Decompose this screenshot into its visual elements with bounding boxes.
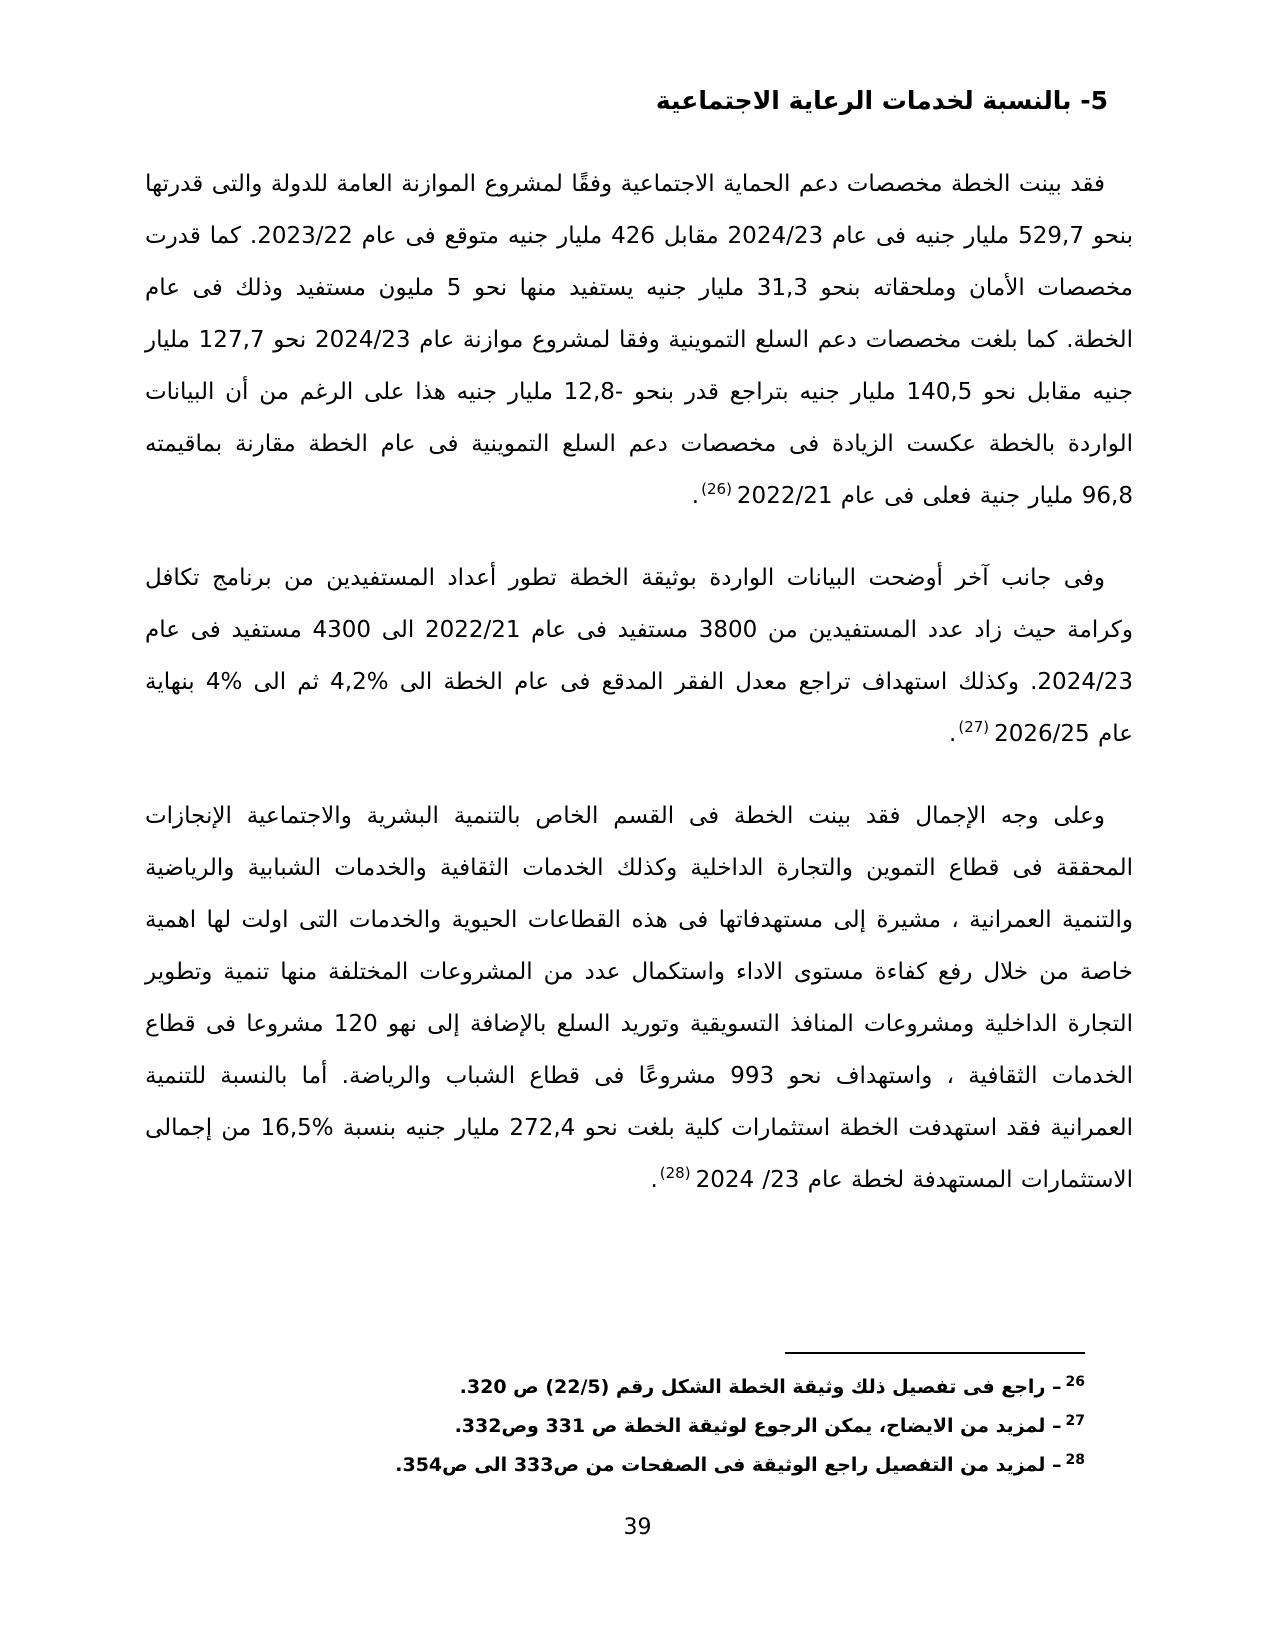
paragraph-tail: . bbox=[949, 721, 957, 747]
paragraph-tail: . bbox=[650, 1167, 658, 1193]
paragraph-text: وفى جانب آخر أوضحت البيانات الواردة بوثيقة الخطة تطور أعداد المستفيدين من برنامج تكافل وكرامة حيث زاد عدد المستفيدين من 3800 مستفيد فى عام 2022/21 الى 4300 مستفيد فى عام 2024/23. وكذلك استهداف تراجع معدل الفقر المدقع فى عام الخطة الى %4,2 ثم الى %4 بنهاية عام 2026/25 bbox=[145, 565, 1133, 747]
footnotes-section bbox=[145, 1352, 1085, 1485]
page-number: 39 bbox=[623, 1515, 652, 1540]
footnote-marker: 27 bbox=[1065, 1412, 1085, 1429]
footnote-26 bbox=[145, 1368, 1085, 1407]
footnote-text: – لمزيد من التفصيل راجع الوثيقة فى الصفحات من ص333 الى ص354. bbox=[395, 1454, 1062, 1476]
page-content bbox=[145, 84, 1133, 1236]
footnote-28 bbox=[145, 1446, 1085, 1485]
section-heading: 5- بالنسبة لخدمات الرعاية الاجتماعية bbox=[655, 86, 1108, 115]
paragraph-tail: . bbox=[691, 483, 700, 509]
footnote-text: – لمزيد من الايضاح، يمكن الرجوع لوثيقة الخطة ص 331 وص332. bbox=[454, 1415, 1062, 1437]
paragraph-takaful-karama bbox=[145, 552, 1133, 760]
paragraph-summary bbox=[145, 790, 1133, 1206]
footnote-text: – راجع فى تفصيل ذلك وثيقة الخطة الشكل رقم (22/5) ص 320. bbox=[459, 1376, 1062, 1398]
paragraph-social-protection bbox=[145, 158, 1133, 522]
footnote-ref-28: (28) bbox=[659, 1164, 691, 1183]
footnote-marker: 28 bbox=[1065, 1451, 1085, 1468]
footnote-ref-26: (26) bbox=[701, 480, 732, 499]
footnote-separator bbox=[785, 1352, 1085, 1354]
footnote-marker: 26 bbox=[1065, 1373, 1085, 1390]
paragraph-text: فقد بينت الخطة مخصصات دعم الحماية الاجتماعية وفقًا لمشروع الموازنة العامة للدولة والتى قدرتها بنحو 529,7 مليار جنيه فى عام 2024/23 مقابل 426 مليار جنيه متوقع فى عام 2023/22. كما قدرت مخصصات الأمان وملحقاته بنحو 31,3 مليار جنيه يستفيد منها نحو 5 مليون مستفيد وذلك فى عام الخطة. كما بلغت مخصصات دعم السلع التموينية وفقا لمشروع موازنة عام 2024/23 نحو 127,7 مليار جنيه مقابل نحو 140,5 مليار جنيه بتراجع قدر بنحو -12,8 مليار جنيه هذا على الرغم من أن البيانات الواردة بالخطة عكست الزيادة فى مخصصات دعم السلع التموينية فى عام الخطة مقارنة بماقيمته 96,8 مليار جنية فعلى فى عام 2022/21 bbox=[145, 171, 1133, 509]
paragraph-text: وعلى وجه الإجمال فقد بينت الخطة فى القسم الخاص بالتنمية البشرية والاجتماعية الإنجازات المحققة فى قطاع التموين والتجارة الداخلية وكذلك الخدمات الثقافية والخدمات الشبابية والرياضية والتنمية العمرانية ، مشيرة إلى مستهدفاتها فى هذه القطاعات الحيوية والخدمات التى اولت لها اهمية خاصة من خلال رفع كفاءة مستوى الاداء واستكمال عدد من المشروعات المختلفة منها تنمية وتطوير التجارة الداخلية ومشروعات المنافذ التسويقية وتوريد السلع بالإضافة إلى نهو 120 مشروعا فى قطاع الخدمات الثقافية ، واستهداف نحو 993 مشروعًا فى قطاع الشباب والرياضة. أما بالنسبة للتنمية العمرانية فقد استهدفت الخطة استثمارات كلية بلغت نحو 272,4 مليار جنيه بنسبة %16,5 من إجمالى الاستثمارات المستهدفة لخطة عام 23/ 2024 bbox=[145, 803, 1133, 1193]
footnote-ref-27: (27) bbox=[958, 718, 990, 737]
footnote-27 bbox=[145, 1407, 1085, 1446]
